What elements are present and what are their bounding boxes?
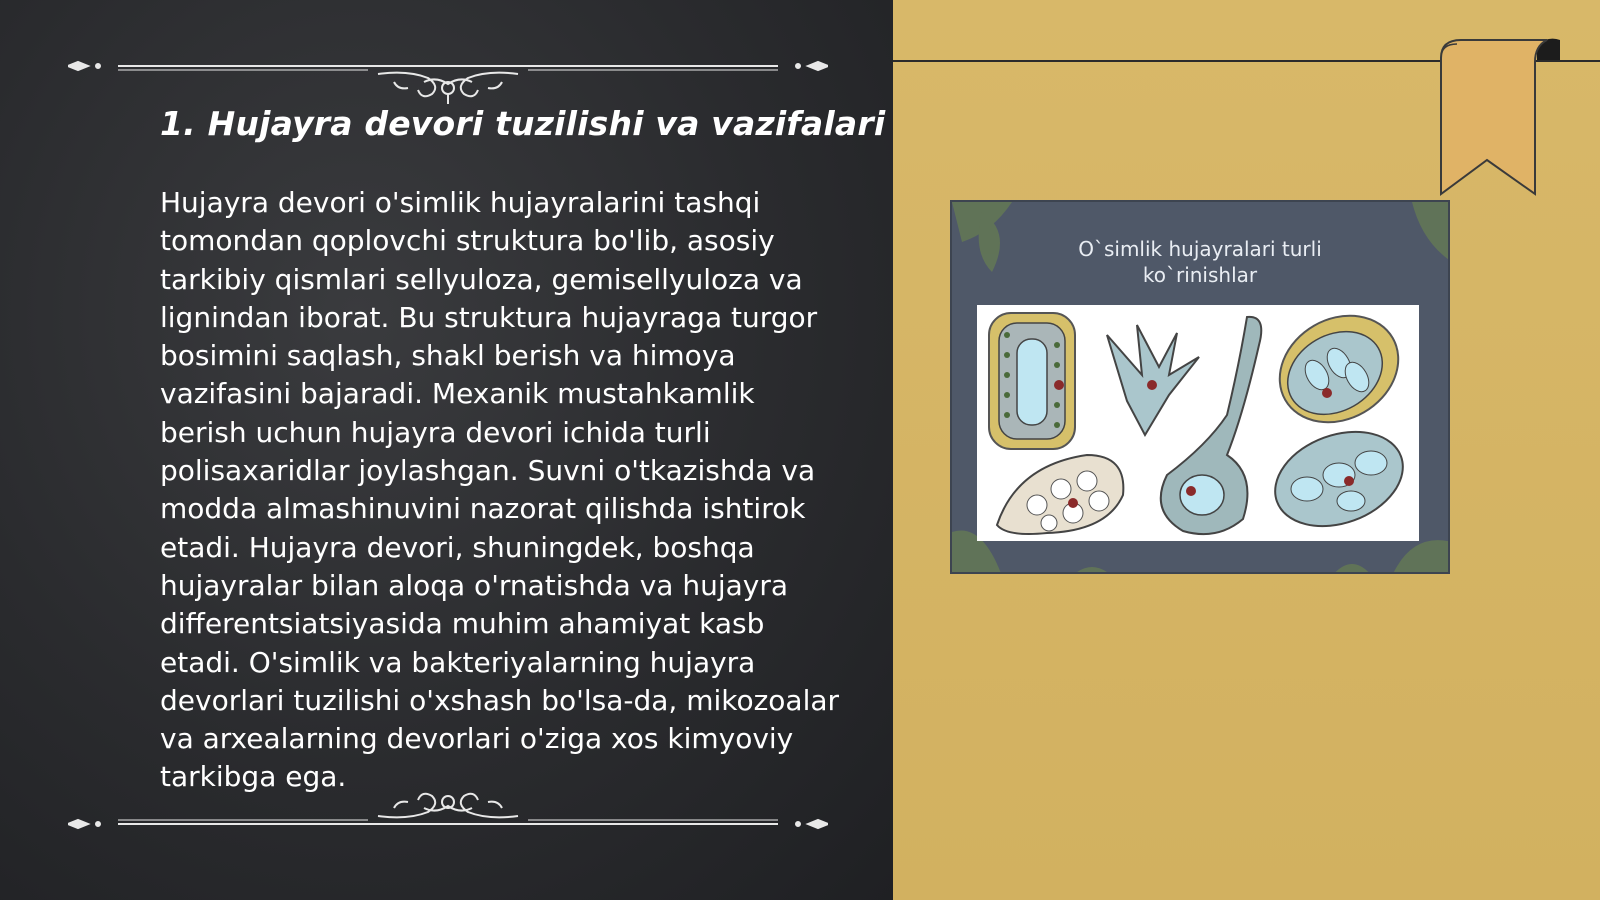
plant-cells-figure [950,200,1450,574]
slide-body-text: Hujayra devori o'simlik hujayralarini tashqi tomondan qoplovchi struktura bo'lib, asosiy tarkibiy qismlari sellyuloza, gemisellyuloza va lignindan iborat. Bu struktura hujayraga turgor bosimini saqlash, shakl berish va himoya vazifasini bajaradi. Mexanik mustahkamlik berish uchun hujayra devori ichida turli polisaxaridlar joylashgan. Suvni o'tkazishda va modda almashinuvini nazorat qilishda ishtirok etadi. Hujayra devori, shuningdek, boshqa hujayralar bilan aloqa o'rnatishda va hujayra differentsiatsiyasida muhim ahamiyat kasb etadi. O'simlik va bakteriyalarning hujayra devorlari tuzilishi o'xshash bo'lsa-da, mikozoalar va arxealarning devorlari o'ziga xos kimyoviy tarkibga ega. [160,186,840,794]
cell-oval-top [1260,305,1417,443]
plant-cells-illustration-icon [977,305,1419,541]
cell-star [1107,325,1199,435]
figure-image-frame [977,305,1419,541]
figure-caption: O`simlik hujayralari turli ko`rinishlar [1078,237,1322,287]
ornament-divider-bottom [68,792,828,842]
cell-rectangular [989,313,1075,449]
ribbon-bookmark-icon [1435,36,1560,196]
cell-fiber [1161,317,1262,534]
cell-oval-bottom-right [1262,415,1416,541]
ornament-divider-top [68,56,828,106]
cell-oval-bottom-left [997,455,1123,534]
slide-title: 1. Hujayra devori tuzilishi va vazifalari [160,104,886,143]
